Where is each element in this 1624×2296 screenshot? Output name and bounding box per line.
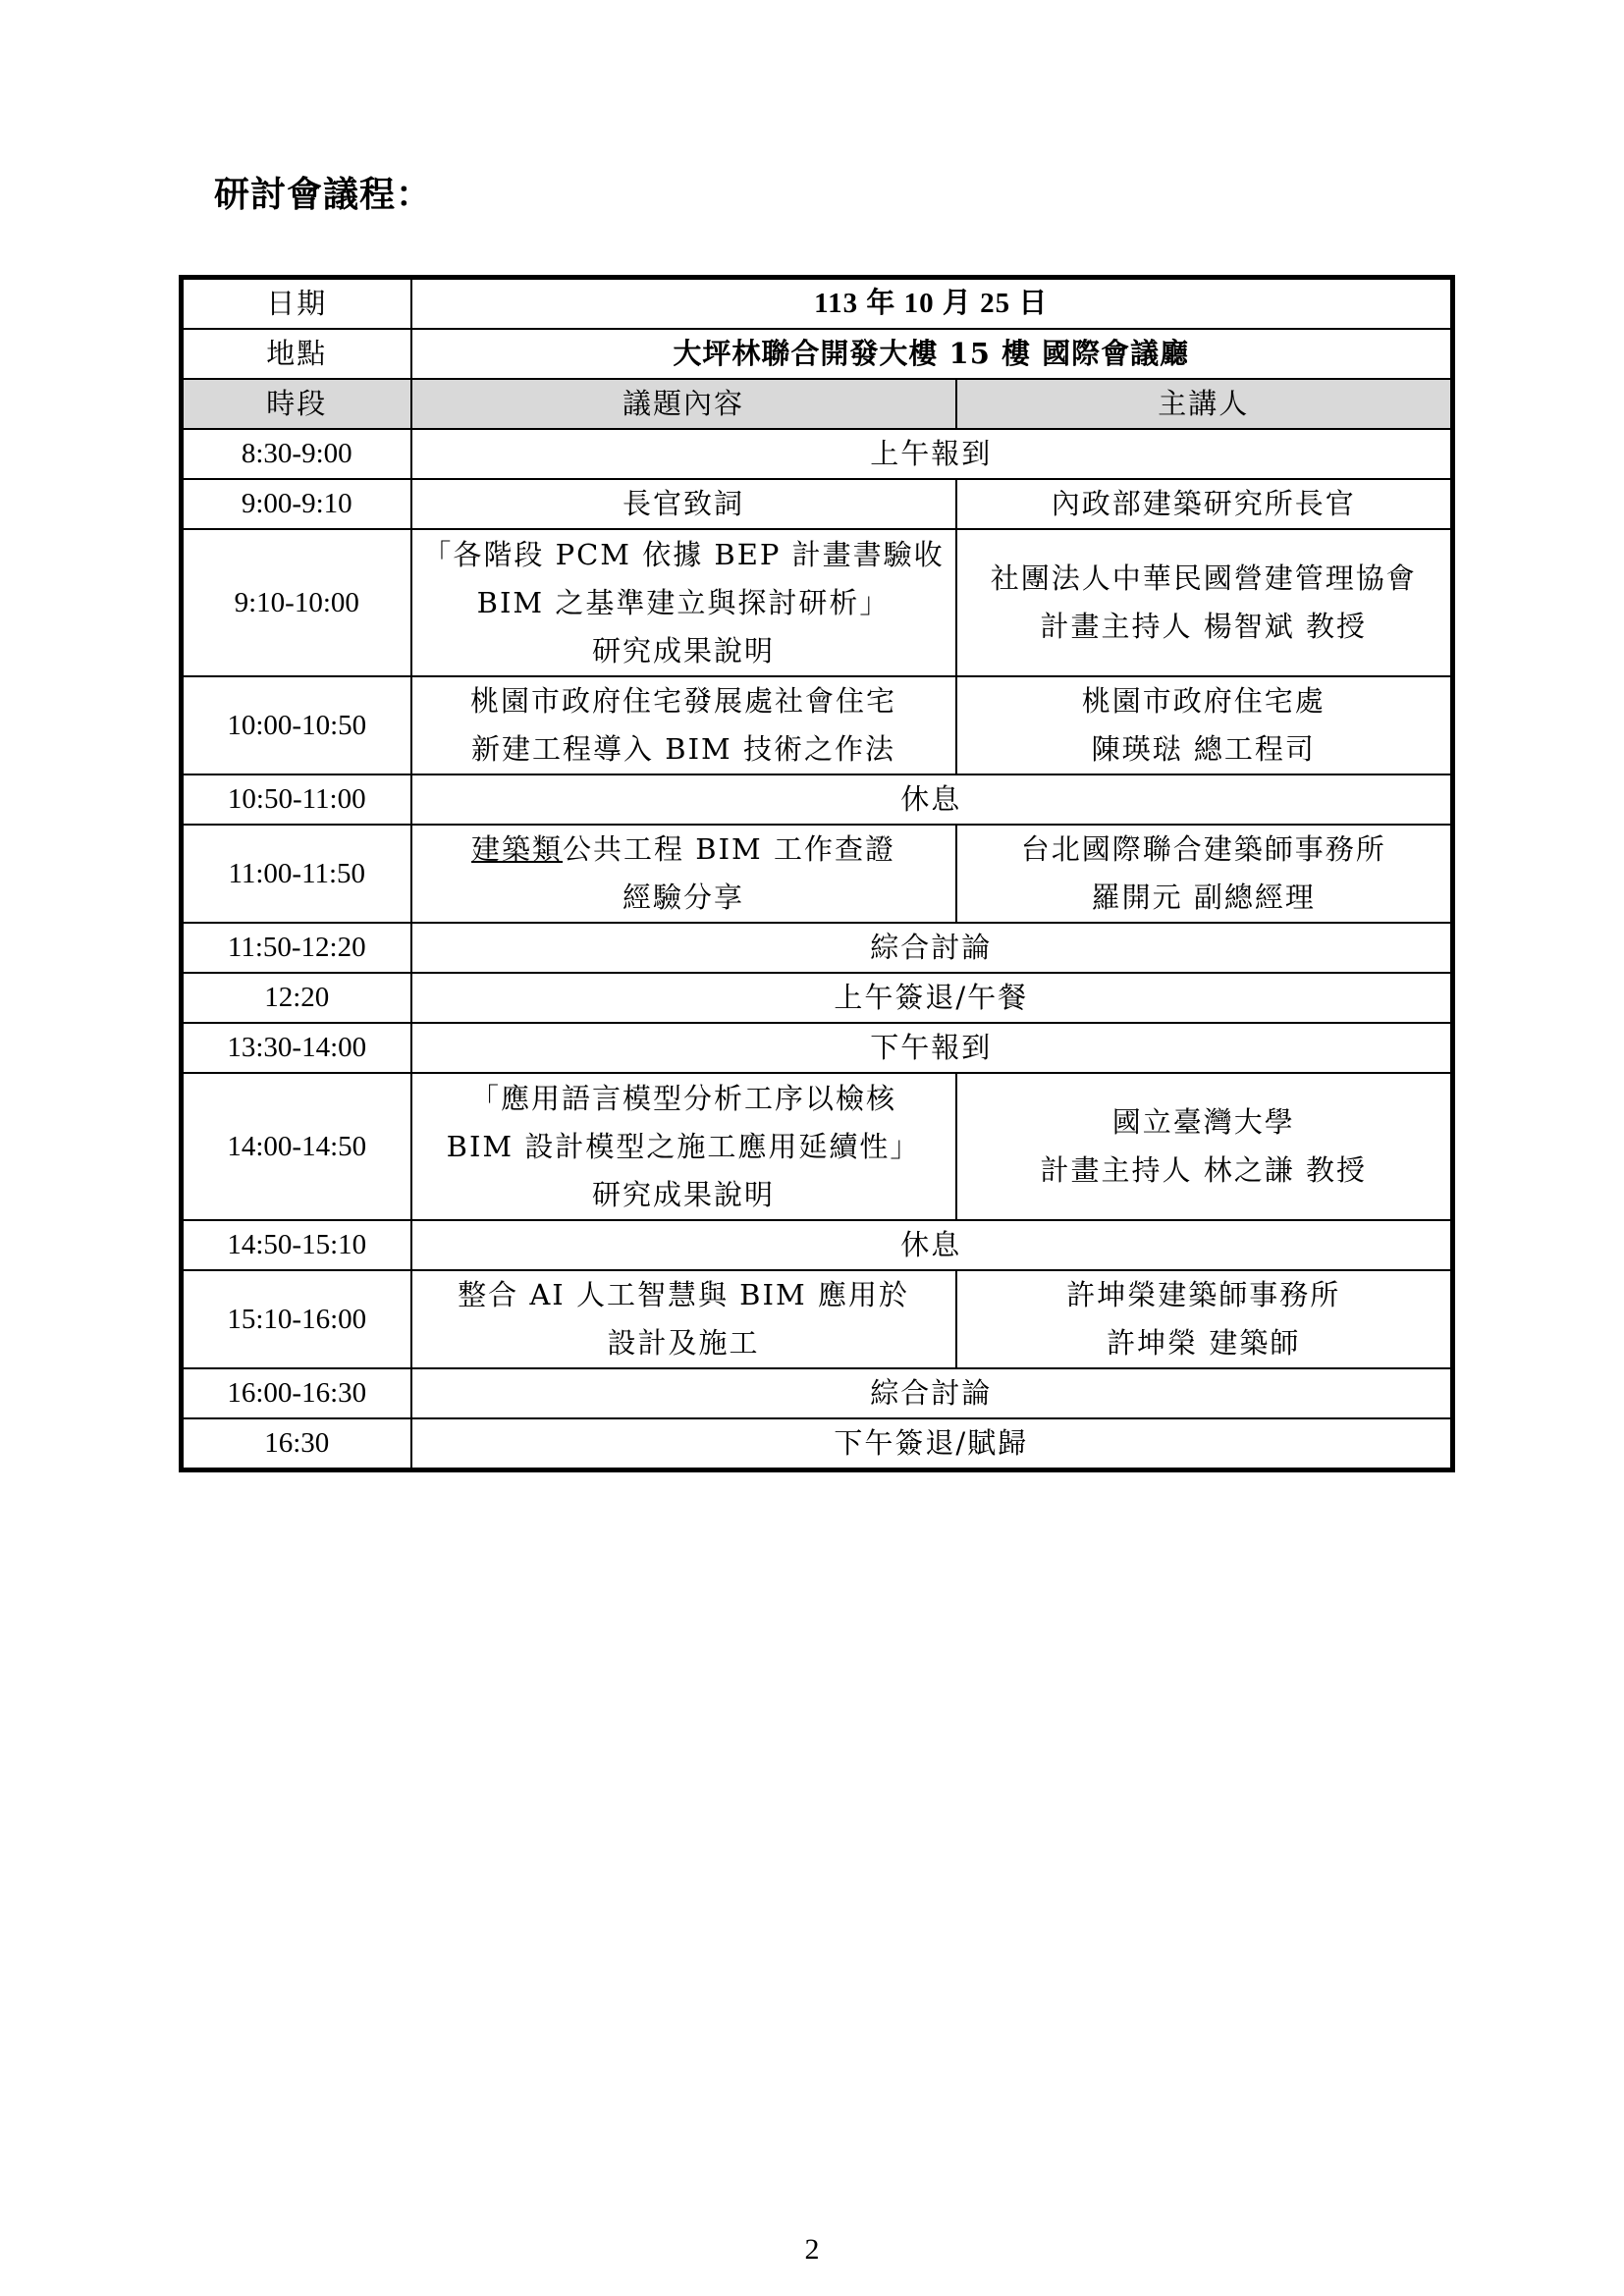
page-number: 2 [804,2233,820,2266]
topic-text: 公共工程 BIM 工作查證 [563,832,895,866]
topic-cell: 長官致詞 [411,479,956,529]
topic-cell [411,1270,956,1368]
topic-line: 研究成果說明 [591,633,775,667]
table-row [182,1270,1453,1368]
topic-line: 研究成果說明 [591,1177,775,1211]
date-value: 113 年 10 月 25 日 [411,278,1453,330]
time-cell: 11:50-12:20 [182,923,411,973]
venue-row [182,329,1453,379]
speaker-line: 台北國際聯合建築師事務所 [1020,832,1386,866]
speaker-line: 計畫主持人 楊智斌 教授 [1040,610,1367,643]
topic-line: 設計及施工 [607,1326,760,1360]
table-row [182,1023,1453,1073]
speaker-cell [956,1073,1453,1220]
speaker-line: 羅開元 副總經理 [1091,881,1316,914]
speaker-cell [956,825,1453,923]
span-cell: 綜合討論 [411,923,1453,973]
speaker-cell [956,529,1453,676]
topic-line: BIM 之基準建立與探討研析」 [476,585,891,619]
col-time-header: 時段 [182,379,411,429]
speaker-line: 陳瑛琺 總工程司 [1091,732,1316,766]
time-cell: 14:50-15:10 [182,1220,411,1270]
table-row [182,1220,1453,1270]
underlined-text: 建築類 [471,832,564,866]
table-row [182,529,1453,676]
time-cell: 15:10-16:00 [182,1270,411,1368]
time-cell: 9:10-10:00 [182,529,411,676]
table-row [182,1073,1453,1220]
span-cell: 休息 [411,774,1453,825]
table-row [182,923,1453,973]
span-cell: 下午簽退/賦歸 [411,1418,1453,1470]
topic-cell [411,676,956,774]
time-cell: 16:00-16:30 [182,1368,411,1418]
time-cell: 12:20 [182,973,411,1023]
time-cell: 13:30-14:00 [182,1023,411,1073]
time-cell: 10:50-11:00 [182,774,411,825]
topic-cell [411,529,956,676]
time-cell: 8:30-9:00 [182,429,411,479]
topic-line: 經驗分享 [622,881,744,914]
agenda-table [179,275,1455,1472]
speaker-cell: 內政部建築研究所長官 [956,479,1453,529]
table-row [182,479,1453,529]
topic-line: 「應用語言模型分析工序以檢核 [469,1081,896,1115]
speaker-line: 許坤榮建築師事務所 [1066,1278,1341,1311]
topic-cell [411,825,956,923]
time-cell: 9:00-9:10 [182,479,411,529]
span-cell: 綜合討論 [411,1368,1453,1418]
col-topic-header: 議題內容 [411,379,956,429]
table-row [182,429,1453,479]
speaker-cell [956,676,1453,774]
topic-line: BIM 設計模型之施工應用延續性」 [446,1129,921,1163]
topic-line: 「各階段 PCM 依據 BEP 計畫書驗收 [422,537,945,571]
table-row [182,825,1453,923]
speaker-line: 社團法人中華民國營建管理協會 [990,561,1417,595]
topic-cell [411,1073,956,1220]
span-cell: 下午報到 [411,1023,1453,1073]
table-row [182,1368,1453,1418]
span-cell: 上午簽退/午餐 [411,973,1453,1023]
col-speaker-header: 主講人 [956,379,1453,429]
time-cell: 16:30 [182,1418,411,1470]
table-row [182,676,1453,774]
span-cell: 上午報到 [411,429,1453,479]
topic-line [416,826,951,874]
venue-label: 地點 [182,329,411,379]
date-row [182,278,1453,330]
page-title: 研討會議程： [214,175,433,215]
date-label: 日期 [182,278,411,330]
table-row [182,1418,1453,1470]
speaker-line: 桃園市政府住宅處 [1081,684,1326,718]
speaker-line: 計畫主持人 林之謙 教授 [1040,1153,1367,1187]
venue-value: 大坪林聯合開發大樓 15 樓 國際會議廳 [411,329,1453,379]
table-row [182,774,1453,825]
topic-line: 新建工程導入 BIM 技術之作法 [471,732,895,766]
column-header-row [182,379,1453,429]
speaker-cell [956,1270,1453,1368]
time-cell: 11:00-11:50 [182,825,411,923]
speaker-line: 國立臺灣大學 [1111,1105,1295,1139]
span-cell: 休息 [411,1220,1453,1270]
time-cell: 10:00-10:50 [182,676,411,774]
topic-line: 整合 AI 人工智慧與 BIM 應用於 [458,1278,909,1311]
topic-line: 桃園市政府住宅發展處社會住宅 [469,684,896,718]
table-row [182,973,1453,1023]
time-cell: 14:00-14:50 [182,1073,411,1220]
speaker-line: 許坤榮 建築師 [1107,1326,1301,1360]
